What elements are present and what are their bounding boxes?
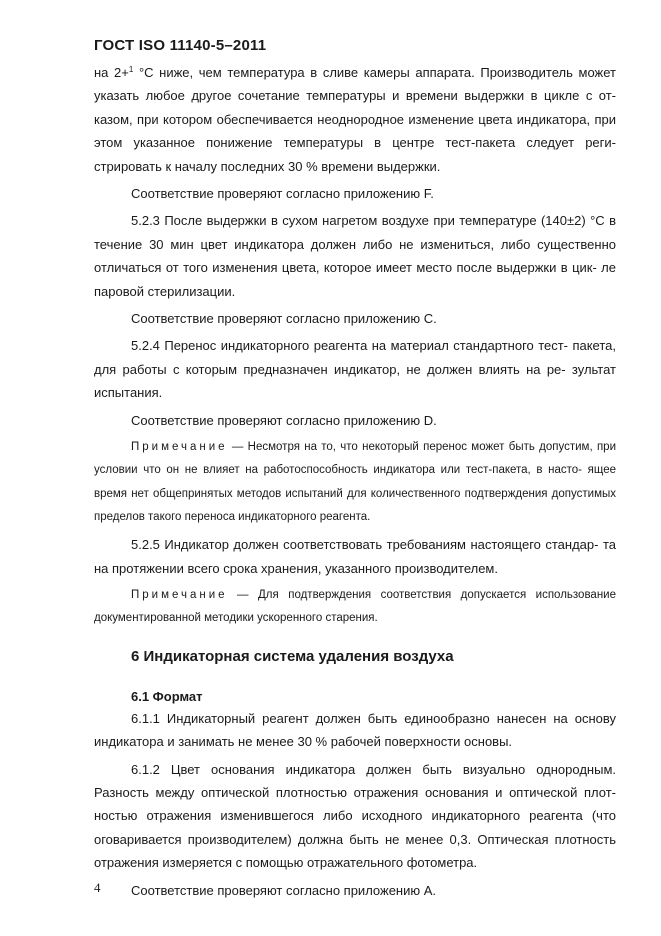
- note-2-text: — Для подтверждения соответствия допускается использование документированной методики ускоренного старения.: [94, 589, 616, 625]
- page-number: 4: [94, 880, 101, 895]
- clause-6-1-1: 6.1.1 Индикаторный реагент должен быть единообразно нанесен на основу индикатора и занимать не менее 30 % рабочей поверхности основы.: [94, 710, 616, 750]
- paragraph-continuation-rest: °С ниже, чем температура в сливе камеры аппарата. Производитель может указать любое другое сочетание температуры и времени выдержки в цикле с от- казом, при котором обеспечивается неоднородное изменение цвета индикатора, при этом указанное понижение температуры в центре тест-пакета следует реги- стрировать к началу последних 30 % времени выдержки.: [94, 65, 616, 174]
- compliance-a: Соответствие проверяют согласно приложению А.: [131, 882, 437, 898]
- document-header: ГОСТ ISO 11140-5–2011: [94, 37, 267, 54]
- document-page: [94, 36, 616, 902]
- subsection-6-1-title: 6.1 Формат: [131, 688, 203, 704]
- note-1: [94, 436, 616, 529]
- compliance-f: Соответствие проверяют согласно приложению F.: [131, 186, 434, 202]
- clause-6-1-2: 6.1.2 Цвет основания индикатора должен быть визуально однородным. Разность между оптической плотностью отражения основания и оптической плот- ностью отражения изменившегося либо исходного индикаторного реагента (что оговаривается производителем) должна быть не менее 0,3. Оптическая плотность отражения измеряется с помощью отражательного фотометра.: [94, 761, 616, 871]
- compliance-d: Соответствие проверяют согласно приложению D.: [131, 412, 437, 428]
- compliance-c: Соответствие проверяют согласно приложению С.: [131, 311, 437, 327]
- note-1-label: Примечание: [131, 441, 228, 454]
- clause-5-2-5: 5.2.5 Индикатор должен соответствовать требованиям настоящего стандар- та на протяжении всего срока хранения, указанного производителем.: [94, 537, 616, 576]
- note-1-text: — Несмотря на то, что некоторый перенос может быть допустим, при условии что он не влияет на работоспособность индикатора или тест-пакета, в насто- ящее время нет общепринятых методов испытаний для количественного подтверждения допустимых пределов такого переноса индикаторного реагента.: [94, 441, 616, 523]
- tolerance-superscript: 1: [128, 65, 134, 74]
- paragraph-continuation-start: на 2+: [94, 65, 129, 80]
- clause-5-2-3: 5.2.3 После выдержки в сухом нагретом воздухе при температуре (140±2) °С в течение 30 мин цвет индикатора должен либо не измениться, либо существенно отличаться от того изменения цвета, которое имеет место после выдержки в цик- ле паровой стерилизации.: [94, 213, 616, 299]
- section-6-title: 6 Индикаторная система удаления воздуха: [131, 647, 454, 665]
- clause-5-2-4: 5.2.4 Перенос индикаторного реагента на материал стандартного тест- пакета, для работы с которым предназначен индикатор, не должен влиять на ре- зультат испытания.: [94, 338, 616, 401]
- paragraph-continuation: [94, 58, 616, 178]
- note-2-label: Примечание: [131, 589, 228, 602]
- note-2: [94, 584, 616, 631]
